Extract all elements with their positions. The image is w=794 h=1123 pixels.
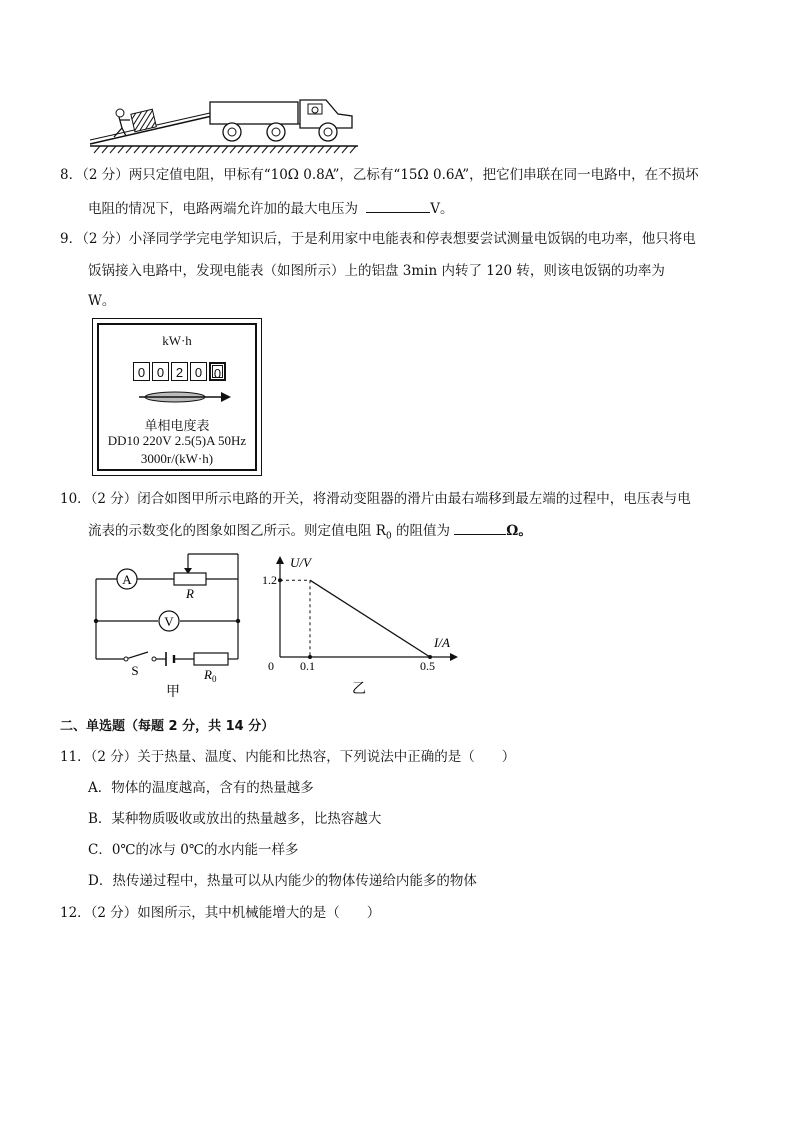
x-tick-label: 0.1 (300, 659, 315, 673)
data-point (278, 578, 282, 582)
x-axis-label: I/A (434, 635, 450, 650)
energy-meter (92, 318, 262, 476)
q10-line2 (88, 520, 532, 546)
q10-r0-subscript: 0 (385, 531, 392, 542)
meter-digits (133, 362, 228, 381)
q11-stem: 11．（2 分）关于热量、温度、内能和比热容，下列说法中正确的是（ ） (60, 749, 516, 765)
resistor-r0-label: $R_0$ (204, 667, 217, 684)
q9-line3: W。 (88, 293, 116, 309)
circuit-diagram (88, 548, 248, 700)
ammeter-label: A (122, 572, 132, 587)
q8-answer-blank[interactable] (366, 198, 430, 213)
meter-unit: kW·h (162, 333, 192, 348)
q10-line2-prefix: 流表的示数变化的图象如图乙所示。则定值电阻 R (88, 523, 386, 539)
meter-spec: DD10 220V 2.5(5)A 50Hz (107, 433, 247, 448)
energy-meter-frame (97, 323, 257, 471)
origin-label: 0 (268, 659, 274, 673)
q8-line2-prefix: 电阻的情况下，电路两端允许加的最大电压为 (88, 201, 358, 217)
circuit-caption: 甲 (166, 685, 180, 700)
q10-line2-mid: 的阻值为 (391, 523, 455, 539)
meter-digit: 0 (190, 362, 207, 381)
q11-option-b[interactable]: B．某种物质吸收或放出的热量越多，比热容越大 (88, 811, 382, 827)
q8-line2 (88, 198, 454, 218)
rheostat-icon (174, 573, 206, 585)
q12-stem: 12．（2 分）如图所示，其中机械能增大的是（ ） (60, 905, 381, 921)
q10-unit: Ω。 (506, 523, 532, 539)
voltmeter-label: V (164, 614, 174, 629)
y-tick-label: 1.2 (262, 573, 277, 588)
q9-line1: 9．（2 分）小泽同学学完电学知识后，于是利用家中电能表和停表想要尝试测量电饭锅的电功率，他只将电 (60, 231, 696, 247)
resistor-r0-icon (194, 653, 228, 665)
q8-unit: V。 (430, 201, 454, 217)
ui-graph (262, 552, 468, 700)
meter-disc-arrow-icon (135, 388, 235, 406)
meter-name: 单相电度表 (144, 418, 210, 433)
q9-line2: 饭锅接入电路中，发现电能表（如图所示）上的铝盘 3min 内转了 120 转，则该电饭锅的功率为 (88, 263, 665, 279)
data-point (428, 655, 432, 659)
section-heading: 二、单选题（每题 2 分，共 14 分） (60, 719, 275, 734)
y-axis-arrow-icon (276, 556, 284, 564)
rheostat-label: R (186, 586, 194, 601)
graph-caption: 乙 (352, 682, 366, 697)
data-point (308, 655, 312, 659)
q11-option-d[interactable]: D．热传递过程中，热量可以从内能少的物体传递给内能多的物体 (88, 873, 477, 889)
x-tick-label: 0.5 (420, 659, 435, 673)
switch-label: S (131, 663, 139, 678)
q10-line1: 10．（2 分）闭合如图甲所示电路的开关，将滑动变阻器的滑片由最右端移到最左端的过程中，电压表与电 (60, 491, 691, 507)
meter-digit: 0 (209, 362, 226, 381)
x-axis-arrow-icon (450, 653, 458, 661)
y-axis-label: U/V (290, 555, 311, 570)
meter-digit: 2 (171, 362, 188, 381)
q8-line1: 8．（2 分）两只定值电阻，甲标有“10Ω 0.8A”，乙标有“15Ω 0.6A”，把它们串联在同一电路中，在不损坏 (60, 167, 699, 183)
ramp-truck-figure (88, 96, 360, 156)
series-line (310, 580, 430, 657)
meter-constant: 3000r/(kW·h) (140, 451, 214, 466)
meter-digit: 0 (152, 362, 169, 381)
q11-option-c[interactable]: C．0℃的冰与 0℃的水内能一样多 (88, 842, 299, 858)
q11-option-a[interactable]: A．物体的温度越高，含有的热量越多 (88, 780, 314, 796)
q10-answer-blank[interactable] (454, 520, 506, 535)
meter-digit: 0 (133, 362, 150, 381)
